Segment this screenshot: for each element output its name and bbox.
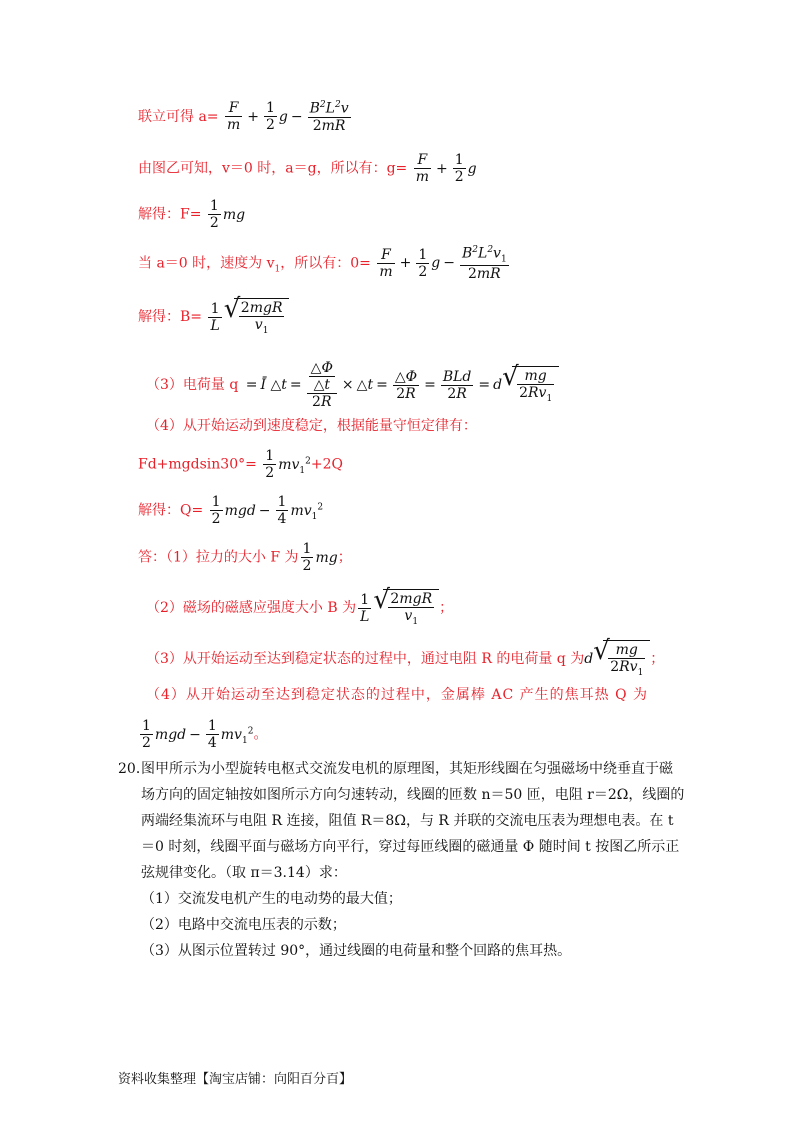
a-zero-equation: 当 a＝0 时，速度为 $v_1$，所以有：0= $\frac{F}{m}$ + $\frac{1}{2}$ g − $\frac{B^2L^2v_1}{2mR}$	[138, 245, 507, 282]
answer-3-label: （3）从开始运动至达到稳定状态的过程中，通过电阻 R 的电荷量 q 为	[146, 651, 585, 668]
solve-b-equation: 解得：B= $\frac{1}{L}$ √ $\frac{\text{2mgR}}{v_1}$	[138, 298, 289, 336]
solve-f-equation: 解得：F= $\frac{1}{2}$ mg	[138, 198, 246, 232]
problem-20-q2: （2）电路中交流电压表的示数；	[141, 917, 346, 933]
figure-b-equation: 由图乙可知，v＝0 时，a＝g，所以有：g= $\frac{F}{m}$ + $\frac{1}{2}$ g	[138, 152, 477, 186]
answer-1-label: 答：（1）拉力的大小 F 为	[138, 549, 299, 566]
answer-4-text: （4）从开始运动至达到稳定状态的过程中，金属棒 AC 产生的焦耳热 Q 为	[146, 687, 649, 703]
charge-equation: （3）电荷量 q = Ī △t = $\frac{\frac{\triangle\Phi}{\triangle t}}{2R}$ × △t = $\frac{\triangle\Phi}{2R}$ = $\frac{\text{BLd}}{2R}$ = d √ $\frac{mg}{2Rv_1}$	[146, 360, 559, 410]
problem-20-number: 20．	[118, 761, 150, 777]
problem-20-body: 图甲所示为小型旋转电枢式交流发电机的原理图，其矩形线圈在匀强磁场中绕垂直于磁场方向的固定轴按如图所示方向匀速转动，线圈的匝数 n＝50 匝，电阻 r＝2Ω，线圈的两端经集流环与电阻 R 连接，阻值 R＝8Ω，与 R 并联的交流电压表为理想电表。在 t＝0 时刻，线圈平面与磁场方向平行，穿过每匝线圈的磁通量 Φ 随时间 t 按图乙所示正弦规律变化。（取 π＝3.14）求：	[141, 761, 685, 881]
combine-equation: 联立可得 a= $\frac{F}{m}$ + $\frac{1}{2}$ g − $\frac{B^2L^2v}{2mR}$	[138, 100, 349, 134]
answer-1: 答：（1）拉力的大小 F 为 $\frac{1}{2}$ mg；	[138, 541, 352, 575]
solve-q-label: 解得：Q=	[138, 502, 204, 519]
energy-suffix: +2Q	[310, 456, 343, 473]
combine-label: 联立可得 a=	[138, 108, 219, 125]
page-footer: 资料收集整理【淘宝店铺：向阳百分百】	[118, 1072, 353, 1087]
answer-2-label: （2）磁场的磁感应强度大小 B 为	[146, 600, 357, 617]
a-zero-mid: ，所以有：0=	[280, 255, 371, 272]
solve-f-label: 解得：F=	[138, 206, 202, 223]
answer-4-formula: $\frac{1}{2}$ mgd − $\frac{1}{4}$ $mv_1^2$。	[142, 718, 268, 752]
figure-b-label: 由图乙可知，v＝0 时，a＝g，所以有：g=	[138, 160, 408, 177]
a-zero-label: 当 a＝0 时，速度为 v	[138, 255, 275, 272]
solve-b-label: 解得：B=	[138, 309, 203, 326]
solve-q-equation: 解得：Q= $\frac{1}{2}$ mgd − $\frac{1}{4}$ $mv_1^2$	[138, 494, 324, 528]
answer-2-suffix: ；	[439, 600, 454, 617]
answer-3-suffix: ；	[650, 651, 665, 668]
problem-20-q1: （1）交流发电机产生的电动势的最大值；	[141, 891, 402, 907]
charge-label: （3）电荷量 q	[146, 377, 239, 394]
problem-20-q3: （3）从图示位置转过 90°，通过线圈的电荷量和整个回路的焦耳热。	[141, 943, 572, 959]
answer-1-suffix: ；	[337, 549, 352, 566]
energy-equation: Fd+mgdsin30°= $\frac{1}{2}$ $mv_1^2+2Q$	[138, 448, 343, 482]
energy-label: Fd+mgdsin30°=	[138, 456, 257, 473]
part4-text: （4）从开始运动到速度稳定，根据能量守恒定律有：	[146, 418, 477, 434]
answer-4-end: 。	[253, 726, 268, 743]
answer-3: （3）从开始运动至达到稳定状态的过程中，通过电阻 R 的电荷量 q 为d √ $\frac{mg}{2Rv_1}$ ；	[146, 636, 665, 678]
answer-2: （2）磁场的磁感应强度大小 B 为 $\frac{1}{L}$ √ $\frac{\text{2mgR}}{v_1}$ ；	[146, 585, 454, 627]
